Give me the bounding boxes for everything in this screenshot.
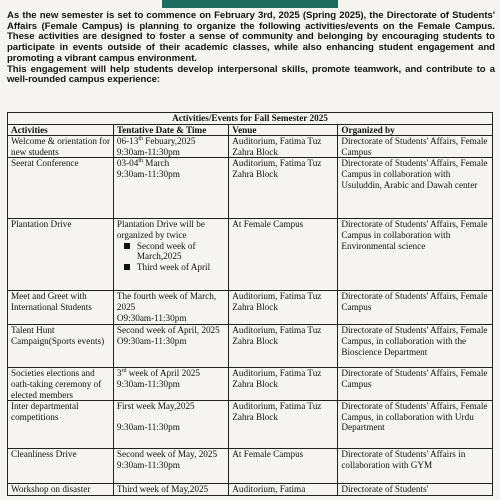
square-bullet-icon (124, 264, 130, 270)
table-row (8, 401, 493, 449)
organizer-cell: Directorate of Students' Affairs, Female Campus (338, 136, 493, 158)
table-row (8, 325, 493, 368)
organizer-cell: Directorate of Students' Affairs, Female Campus in collaboration with Environmental science (338, 219, 493, 291)
table-row (8, 484, 493, 496)
date-cell: The fourth week of March, 2025 O9:30am-11:30pm (113, 291, 228, 325)
intro-paragraph-2: This engagement will help students develop interpersonal skills, promote teamwork, and contribute to a well-rounded campus experience: (7, 63, 495, 86)
date-cell: 03-04th March 9:30am-11:30pm (113, 158, 228, 219)
events-table (7, 112, 493, 496)
venue-cell: At Female Campus (229, 449, 338, 484)
list-item: Second week of March,2025 (117, 241, 226, 262)
activity-cell: Workshop on disaster (8, 484, 114, 496)
table-row (8, 219, 493, 291)
organizer-cell: Directorate of Students' Affairs, Female Campus in collaboration with Usuluddin, Arabic and Dawah center (338, 158, 493, 219)
date-bullet-list (117, 241, 226, 273)
organizer-cell: Directorate of Students' Affairs, Female Campus, in collaboration with the Bioscience Department (338, 325, 493, 368)
table-caption: Activities/Events for Fall Semester 2025 (8, 113, 493, 125)
date-cell: Second week of May, 2025 9:30am-11:30pm (113, 449, 228, 484)
venue-cell: At Female Campus (229, 219, 338, 291)
date-cell: 06-13th Febuary,2025 9:30am-11:30pm (113, 136, 228, 158)
activity-cell: Seerat Conference (8, 158, 114, 219)
table-caption-row (8, 113, 493, 125)
intro-paragraph-1: As the new semester is set to commence on February 3rd, 2025 (Spring 2025), the Directorate of Students' Affairs (Female Campus) is planning to organize the following activities/events on the Female Campus. These activities are designed to foster a sense of community and belonging by encouraging students to participate in events outside of their academic classes, while also enhancing student engagement and promoting a vibrant campus environment. (7, 10, 495, 64)
activity-cell: Societies elections and oath-taking ceremony of elected members (8, 368, 114, 401)
date-cell: Plantation Drive will be organized by twice Second week of March,2025 Third week of April (113, 219, 228, 291)
activity-cell: Talent Hunt Campaign(Sports events) (8, 325, 114, 368)
venue-cell: Auditorium, Fatima Tuz Zahra Block (229, 158, 338, 219)
table-row (8, 368, 493, 401)
activity-cell: Cleanliness Drive (8, 449, 114, 484)
header-banner-bar (162, 0, 338, 8)
activity-cell: Plantation Drive (8, 219, 114, 291)
table-row (8, 136, 493, 158)
organizer-cell: Directorate of Students' Affairs in collaboration with GYM (338, 449, 493, 484)
date-cell: 3rd week of April 2025 9:30am-11:30pm (113, 368, 228, 401)
venue-cell: Auditorium, Fatima Tuz Zahra Block (229, 325, 338, 368)
square-bullet-icon (124, 243, 130, 249)
organizer-cell: Directorate of Students' Affairs, Female Campus (338, 368, 493, 401)
activity-cell: Meet and Greet with International Students (8, 291, 114, 325)
organizer-cell: Directorate of Students' Affairs, Female Campus, in collaboration with Urdu Department (338, 401, 493, 449)
venue-cell: Auditorium, Fatima Tuz Zahra Block (229, 291, 338, 325)
intro-text (7, 11, 495, 86)
organizer-cell: Directorate of Students' (338, 484, 493, 496)
table-row (8, 449, 493, 484)
list-item: Third week of April (117, 262, 226, 273)
organizer-cell: Directorate of Students' Affairs, Female Campus (338, 291, 493, 325)
events-table-container (7, 112, 493, 496)
activity-cell: Inter departmental competitions (8, 401, 114, 449)
header-venue: Venue (229, 124, 338, 136)
header-activities: Activities (8, 124, 114, 136)
header-organized-by: Organized by (338, 124, 493, 136)
header-date-time: Tentative Date & Time (113, 124, 228, 136)
activity-cell: Welcome & orientation for new students (8, 136, 114, 158)
table-row (8, 291, 493, 325)
venue-cell: Auditorium, Fatima Tuz Zahra Block (229, 136, 338, 158)
venue-cell: Auditorium, Fatima Tuz Zahra Block (229, 368, 338, 401)
table-header-row (8, 124, 493, 136)
table-row (8, 158, 493, 219)
venue-cell: Auditorium, Fatima Tuz Zahra Block (229, 401, 338, 449)
date-cell: Second week of April, 2025 O9:30am-11:30pm (113, 325, 228, 368)
date-cell: First week May,2025 9:30am-11:30pm (113, 401, 228, 449)
date-cell: Third week of May,2025 (113, 484, 228, 496)
venue-cell: Auditorium, Fatima (229, 484, 338, 496)
